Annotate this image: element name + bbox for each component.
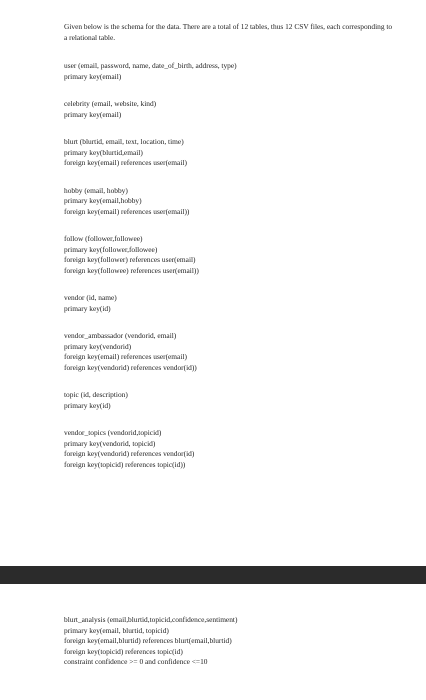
- schema-content: [64, 22, 396, 487]
- schema-line: foreign key(email) references user(email)): [64, 206, 190, 216]
- table-vendor-schema: [64, 293, 396, 314]
- schema-line: foreign key(email,blurtid) references blurt(email,blurtid): [64, 636, 232, 645]
- table-blurt-schema: [64, 137, 396, 169]
- schema-line: foreign key(vendorid) references vendor(id): [64, 449, 195, 458]
- schema-line: vendor_topics (vendorid,topicid): [64, 428, 162, 437]
- page-break-divider: [0, 566, 426, 584]
- schema-line: primary key(email): [64, 71, 122, 81]
- schema-line: primary key(id): [64, 303, 111, 313]
- schema-line: foreign key(followee) references user(email)): [64, 265, 199, 275]
- schema-line: vendor (id, name): [64, 293, 117, 302]
- schema-line: primary key(vendorid): [64, 341, 132, 351]
- table-celebrity-schema: [64, 99, 396, 120]
- schema-line: primary key(id): [64, 400, 111, 410]
- table-vendor-ambassador-schema: [64, 331, 396, 373]
- schema-line: blurt_analysis (email,blurtid,topicid,confidence,sentiment): [64, 615, 238, 624]
- schema-line: foreign key(topicid) references topic(id)): [64, 459, 186, 469]
- schema-line: foreign key(email) references user(email): [64, 352, 187, 361]
- schema-line: blurt (blurtid, email, text, location, time): [64, 137, 184, 146]
- schema-line: primary key(email, blurtid, topicid): [64, 625, 169, 635]
- schema-content: [64, 615, 396, 685]
- schema-line: user (email, password, name, date_of_birth, address, type): [64, 61, 237, 70]
- table-user-schema: [64, 61, 396, 82]
- schema-line: primary key(email): [64, 109, 122, 119]
- schema-line: vendor_ambassador (vendorid, email): [64, 331, 177, 340]
- schema-line: primary key(blurtid,email): [64, 147, 143, 157]
- schema-line: primary key(email,hobby): [64, 196, 142, 205]
- schema-line: follow (follower,followee): [64, 234, 143, 243]
- schema-line: constraint confidence >= 0 and confidence <=10: [64, 657, 208, 666]
- schema-line: foreign key(topicid) references topic(id): [64, 646, 183, 656]
- schema-line: celebrity (email, website, kind): [64, 99, 157, 108]
- schema-line: primary key(follower,followee): [64, 244, 158, 254]
- table-blurt-analysis-schema: [64, 615, 396, 668]
- schema-line: hobby (email, hobby): [64, 185, 128, 195]
- table-follow-schema: [64, 234, 396, 276]
- schema-line: foreign key(follower) references user(email): [64, 255, 196, 264]
- table-hobby-schema: [64, 186, 396, 218]
- schema-line: foreign key(email) references user(email): [64, 158, 187, 167]
- table-topic-schema: [64, 390, 396, 411]
- table-vendor-topics-schema: [64, 428, 396, 470]
- schema-line: topic (id, description): [64, 390, 128, 399]
- intro-paragraph: Given below is the schema for the data. There are a total of 12 tables, thus 12 CSV files, each corresponding to a relational table.: [64, 22, 393, 42]
- schema-line: primary key(vendorid, topicid): [64, 438, 156, 448]
- document-page-2: [0, 584, 426, 700]
- schema-line: foreign key(vendorid) references vendor(id)): [64, 362, 197, 372]
